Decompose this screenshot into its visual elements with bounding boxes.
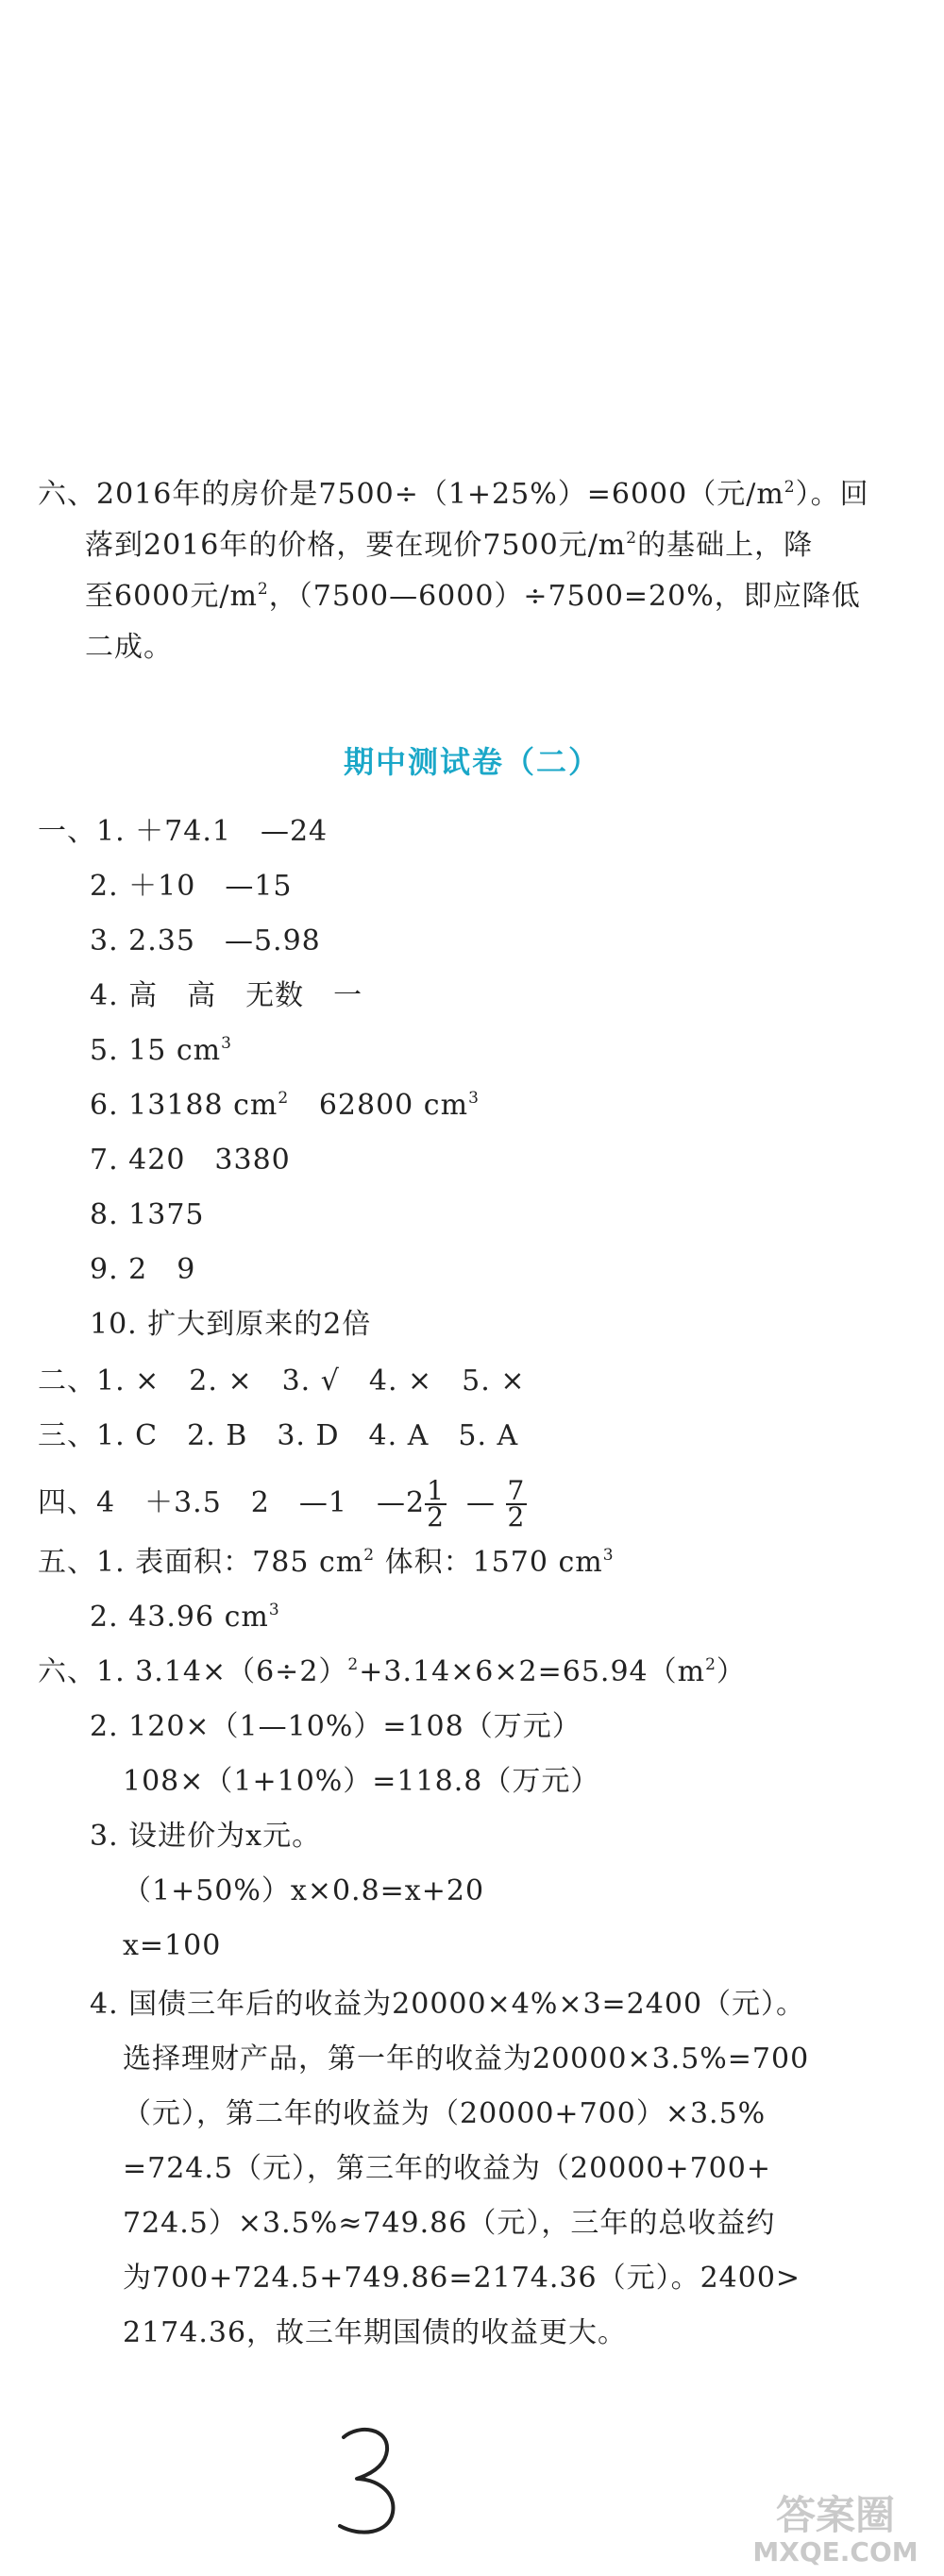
- part6-line-8: 选择理财产品，第一年的收益为20000×3.5%=700: [123, 2042, 810, 2076]
- handwritten-page-number: [330, 2422, 406, 2540]
- svg-text:答案圈: 答案圈: [775, 2492, 896, 2538]
- part6-line-7: 4. 国债三年后的收益为20000×4%×3=2400（元）。: [90, 1988, 806, 2021]
- part1-item-4: 4. 高 高 无数 一: [90, 979, 363, 1012]
- part6-line-9: （元），第二年的收益为（20000+700）×3.5%: [123, 2097, 767, 2130]
- part4-answers: 四、4 ＋3.5 2 —1 —2 $\frac{1}{2}$ — $\frac{7}{2}$: [38, 1475, 526, 1533]
- prev-six-line-3: 至6000元$/m^2$，（7500—6000）÷7500=20%，即应降低: [85, 580, 861, 613]
- part6-line-1: 六、1. $3.14\times(6\div 2)^2+3.14\times 6\times 2=65.94(m^2)$: [38, 1655, 746, 1688]
- part3-answers: 三、1. C 2. B 3. D 4. A 5. A: [38, 1419, 519, 1452]
- part1-item-6: 6. 13188 $cm^2$ 62800 $cm^3$: [90, 1089, 480, 1122]
- part6-line-3: 108×（1+10%）=118.8（万元）: [123, 1765, 600, 1798]
- prev-six-line-4: 二成。: [85, 631, 173, 664]
- part1-item-3: 3. 2.35 —5.98: [90, 924, 321, 958]
- part1-item-1: 一、1. ＋74.1 —24: [38, 815, 329, 848]
- watermark-logo: [736, 2483, 935, 2568]
- fraction-seven-halves: $\frac{7}{2}$: [507, 1475, 526, 1533]
- part1-item-5: 5. 15 $cm^3$: [90, 1034, 232, 1067]
- part2-answers: 二、1. × 2. × 3. √ 4. × 5. ×: [38, 1364, 526, 1398]
- fraction-half: $\frac{1}{2}$: [427, 1475, 445, 1533]
- svg-text:MXQE.COM: MXQE.COM: [752, 2536, 919, 2568]
- part6-line-6: x=100: [123, 1929, 222, 1962]
- part5-line-1: 五、1. 表面积：785 $cm^2$ 体积：1570 $cm^3$: [38, 1546, 615, 1579]
- part1-item-9: 9. 2 9: [90, 1253, 196, 1286]
- part6-line-5: （1+50%）x×0.8=x+20: [123, 1874, 485, 1907]
- part1-item-7: 7. 420 3380: [90, 1144, 291, 1177]
- part5-line-2: 2. 43.96 $cm^3$: [90, 1601, 280, 1634]
- part6-line-2: 2. 120×（1—10%）=108（万元）: [90, 1710, 582, 1743]
- part6-line-11: 724.5）×3.5%≈749.86（元），三年的总收益约: [123, 2207, 776, 2240]
- part6-line-4: 3. 设进价为x元。: [90, 1820, 322, 1853]
- part1-item-10: 10. 扩大到原来的2倍: [90, 1308, 372, 1341]
- prev-six-line-2: 落到2016年的价格，要在现价7500元$/m^2$的基础上，降: [85, 529, 814, 562]
- part1-item-2: 2. ＋10 —15: [90, 870, 293, 903]
- part6-line-13: 2174.36，故三年期国债的收益更大。: [123, 2316, 628, 2349]
- part6-line-12: 为700+724.5+749.86=2174.36（元）。2400>: [123, 2262, 801, 2295]
- part1-item-8: 8. 1375: [90, 1198, 205, 1231]
- part6-line-10: =724.5（元），第三年的收益为（20000+700+: [123, 2152, 771, 2185]
- section-title: 期中测试卷（二）: [343, 744, 600, 780]
- prev-six-line-1: 六、2016年的房价是7500÷（1+25%）=6000（元$/m^2$）。回: [38, 478, 869, 511]
